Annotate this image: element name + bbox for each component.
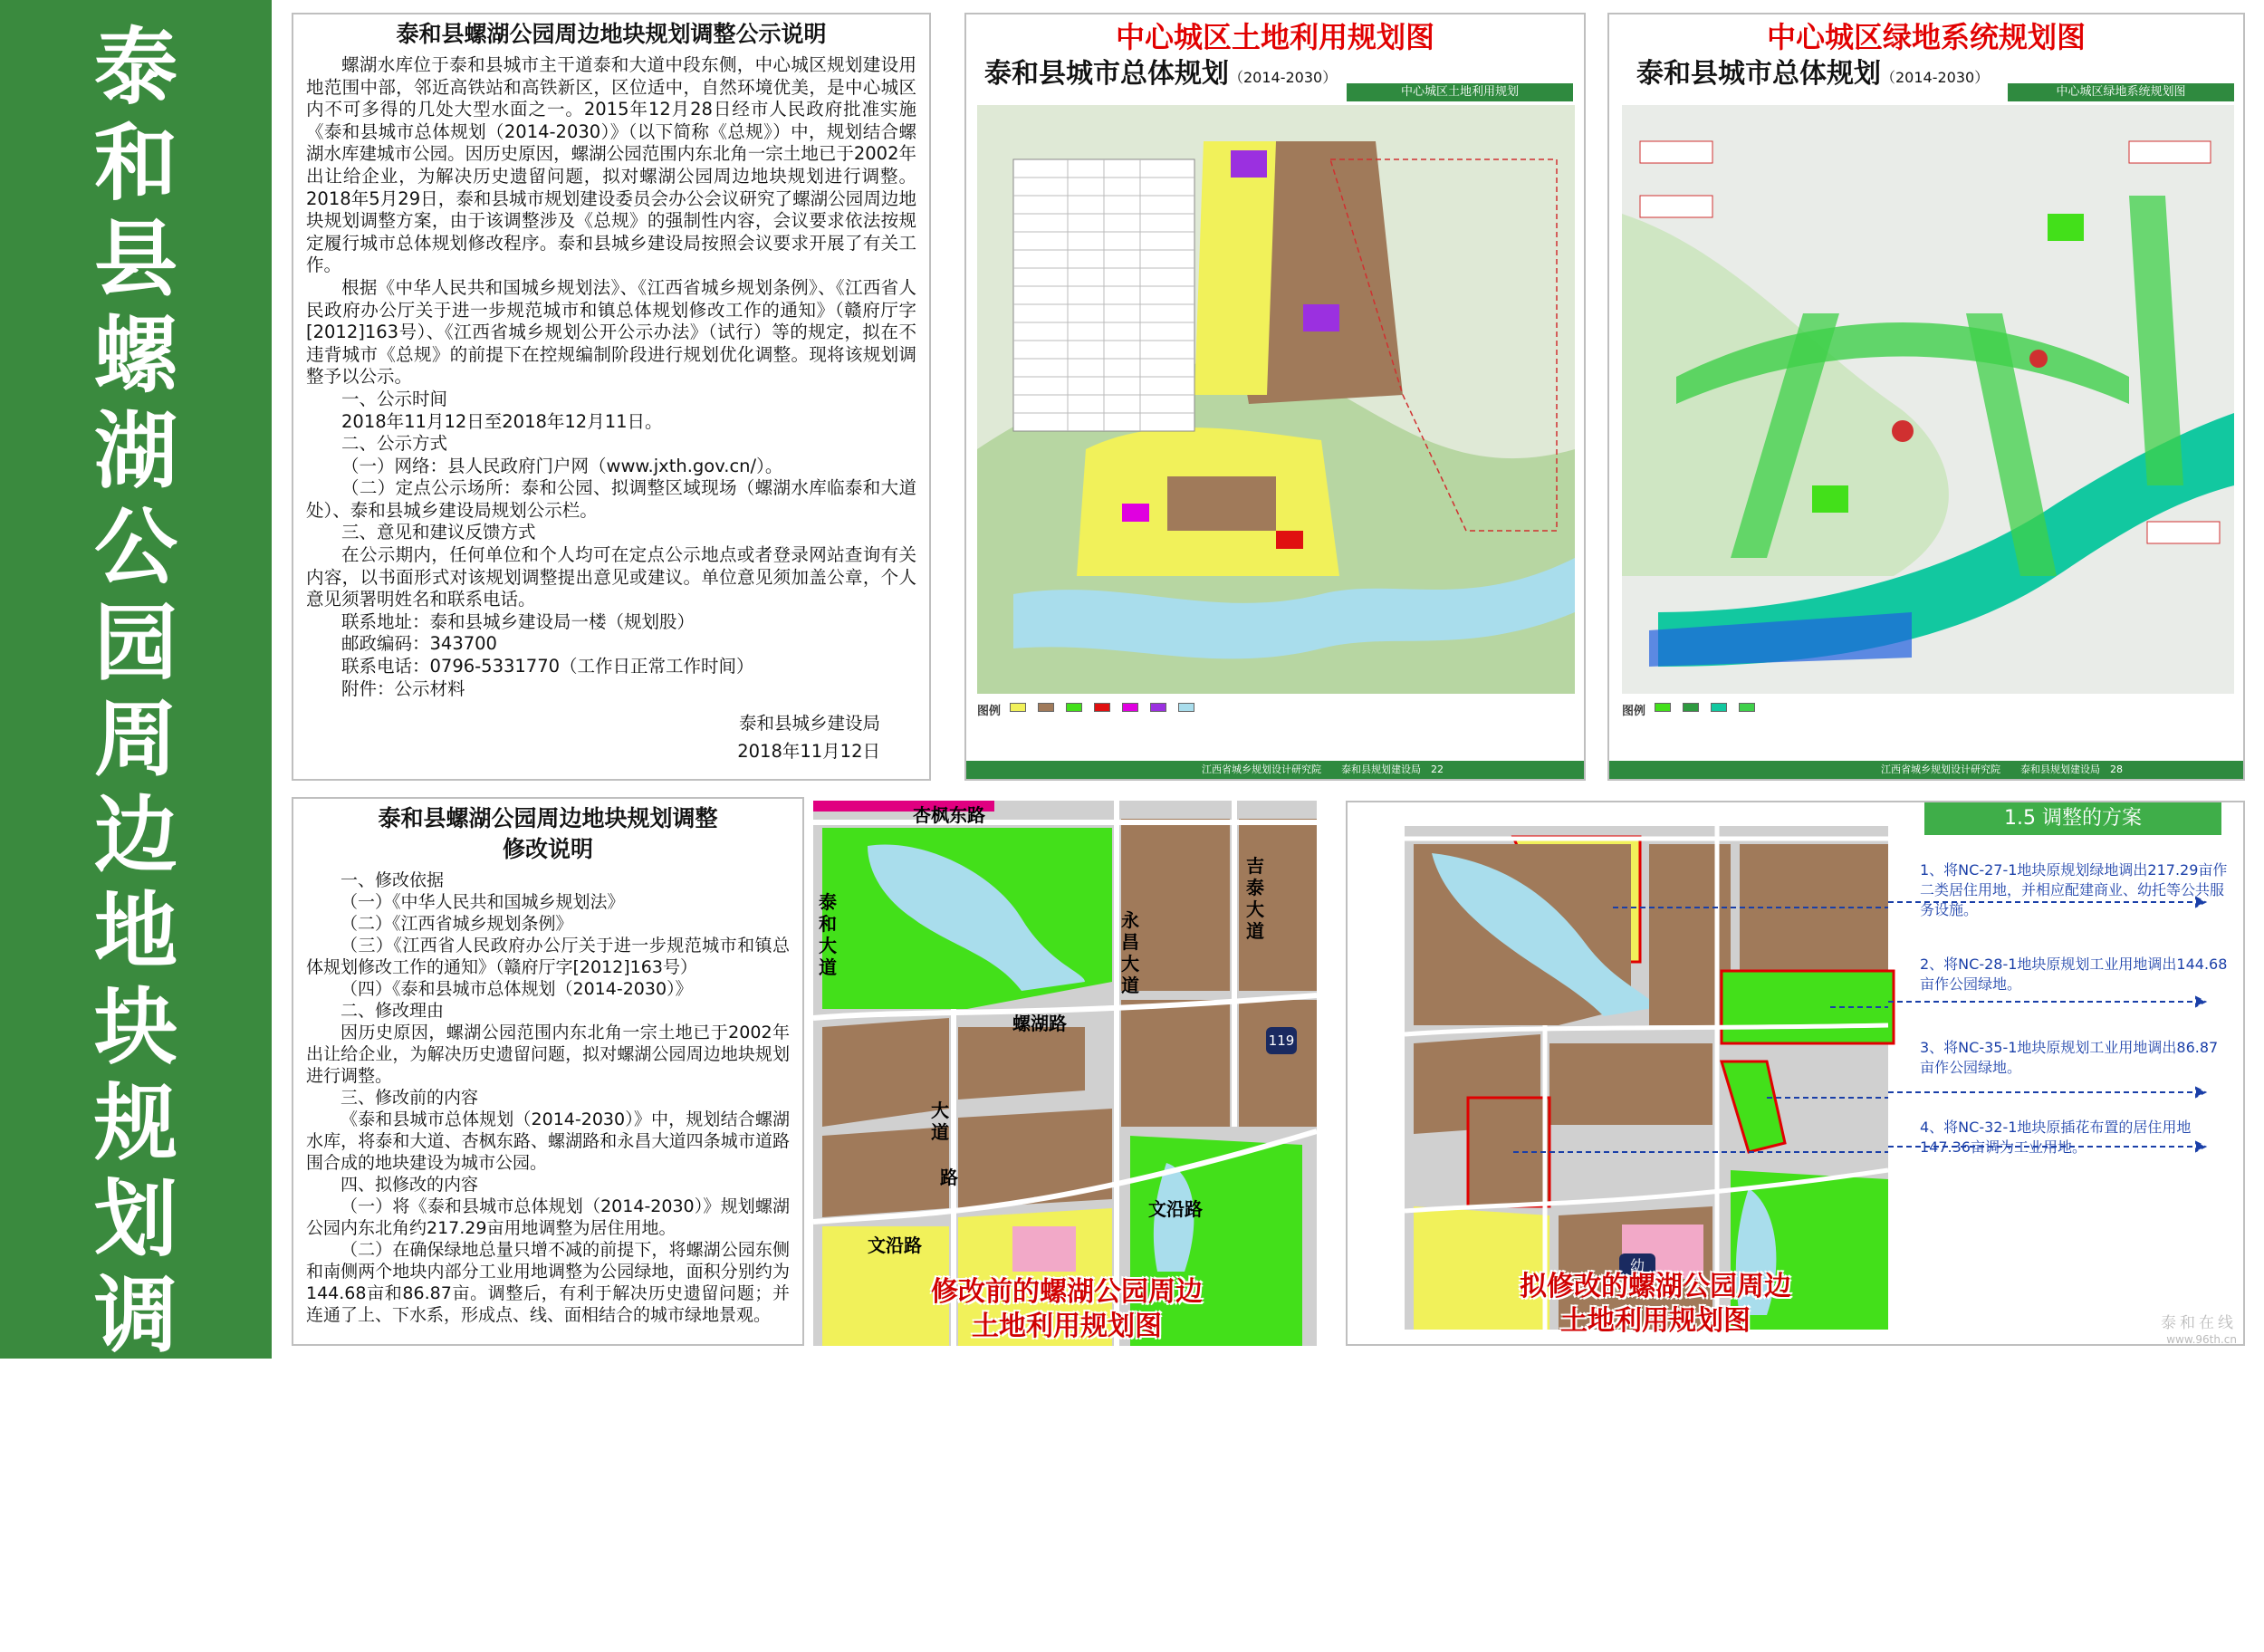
modify-basis-4: （四）《泰和县城市总体规划（2014-2030）》: [341, 979, 693, 999]
vertical-title-char: 县: [93, 211, 177, 308]
vertical-title-char: 地: [93, 883, 177, 980]
modify-heading-basis: 一、修改依据: [341, 870, 445, 890]
vertical-title-banner: [0, 0, 272, 1652]
green-system-legend: [1622, 701, 2234, 718]
adjust-section-header: 1.5 调整的方案: [1924, 802, 2221, 835]
notice-zip: 邮政编码：343700: [341, 633, 497, 655]
notice-panel: [292, 13, 931, 781]
vertical-title-char: 调: [93, 1267, 177, 1364]
vertical-title-char: 和: [93, 115, 177, 212]
land-use-map-panel: [964, 13, 1586, 781]
land-use-legend-label: 图例: [977, 705, 1002, 718]
modify-title-1: 泰和县螺湖公园周边地块规划调整: [378, 805, 718, 831]
land-use-plan-head: 泰和县城市总体规划（2014-2030）: [984, 58, 1338, 90]
notice-way-2: （二）定点公示场所：泰和公园、拟调整区域现场（螺湖水库临泰和大道处）、泰和县城乡建设局规划公示栏。: [306, 477, 916, 521]
legend-swatch-river: [1711, 701, 1730, 718]
notice-title: 泰和县螺湖公园周边地块规划调整公示说明: [396, 21, 827, 47]
notice-para-1: 螺湖水库位于泰和县城市主干道泰和大道中段东侧，中心城区规划建设用地范围中部，邻近高铁站和高铁新区，区位适中，自然环境优美，是中心城区内不可多得的几处大型水面之一。2015年12月28日经市人民政府批准实施《泰和县城市总体规划（2014-2030）》（以下简称《总规》）中，规划结合螺湖水库建城市公园。因历史原因，螺湖公园范围内东北角一宗土地已于2002年出让给企业，为解决历史遗留问题，拟对螺湖公园周边地块规划进行调整。2018年5月29日，泰和县城市规划建设委员会办公会议研究了螺湖公园周边地块规划调整方案，由于该调整涉及《总规》的强制性内容，会议要求依法按规定履行城市总体规划修改程序。泰和县城乡建设局按照会议要求开展了有关工作。: [306, 54, 916, 276]
green-system-footer: 江西省城乡规划设计研究院 泰和县规划建设局 28: [1609, 761, 2243, 779]
vertical-title-char: 园: [93, 595, 177, 692]
before-road-center: 大道: [931, 1100, 949, 1143]
legend-swatch-protective-green: [1683, 701, 1702, 718]
land-use-map-image: [977, 105, 1575, 694]
modify-content-2: （二）在确保绿地总量只增不减的前提下，将螺湖公园东侧和南侧两个地块内部分工业用地调整为公园绿地，面积分别约为144.68亩和86.87亩。调整后，有利于解决历史遗留问题；并连通了上、下水系，形成点、线、面相结合的城市绿地景观。: [306, 1240, 790, 1325]
before-road-xingfeng: 杏枫东路: [913, 804, 985, 826]
legend-swatch-green: [1066, 701, 1085, 718]
green-system-map-image: [1622, 105, 2234, 694]
before-route-badge: 119: [1266, 1027, 1297, 1054]
before-road-center-2: 路: [940, 1167, 958, 1188]
notice-date: 2018年11月12日: [737, 740, 880, 762]
before-road-wenyan-e: 文沿路: [1148, 1198, 1203, 1220]
before-map-image: [813, 801, 1317, 1346]
vertical-title-text: [0, 20, 272, 1652]
legend-swatch-commercial: [1094, 701, 1113, 718]
vertical-title-char: 公: [93, 499, 177, 596]
before-road-wenyan-w: 文沿路: [868, 1234, 922, 1256]
legend-swatch-education: [1150, 701, 1169, 718]
vertical-title-char: 块: [93, 979, 177, 1076]
vertical-title-char: 公: [93, 1459, 177, 1556]
notice-heading-way: 二、公示方式: [341, 433, 448, 455]
modify-reason: 因历史原因，螺湖公园范围内东北角一宗土地已于2002年出让给企业，为解决历史遗留问题，拟对螺湖公园周边地块规划进行调整。: [306, 1023, 790, 1086]
green-system-legend-label: 图例: [1622, 705, 1646, 718]
modify-panel: [292, 797, 804, 1346]
notice-heading-feedback: 三、意见和建议反馈方式: [341, 522, 536, 543]
legend-swatch-residential: [1010, 701, 1029, 718]
legend-swatch-industrial: [1038, 701, 1057, 718]
adjust-item-2: 2、将NC-28-1地块原规划工业用地调出144.68亩作公园绿地。: [1920, 956, 2228, 993]
modify-heading-content: 四、拟修改的内容: [341, 1175, 479, 1195]
adjust-item-3: 3、将NC-35-1地块原规划工业用地调出86.87亩作公园绿地。: [1920, 1039, 2219, 1076]
vertical-title-char: 湖: [93, 403, 177, 500]
modify-content-1: （一）将《泰和县城市总体规划（2014-2030）》规划螺湖公园内东北角约217.29亩用地调整为居住用地。: [306, 1196, 790, 1238]
modify-title-2: 修改说明: [502, 836, 593, 862]
vertical-title-char: 边: [93, 787, 177, 884]
modify-before: 《泰和县城市总体规划（2014-2030）》中，规划结合螺湖水库，将泰和大道、杏枫东路、螺湖路和永昌大道四条城市道路围合成的地块建设为城市公园。: [306, 1109, 790, 1173]
vertical-title-char: 整: [93, 1363, 177, 1460]
notice-org: 泰和县城乡建设局: [738, 713, 880, 735]
after-map-caption: 拟修改的螺湖公园周边 土地利用规划图: [1520, 1271, 1791, 1337]
green-system-map-panel: [1607, 13, 2245, 781]
green-system-map-red-title: 中心城区绿地系统规划图: [1766, 20, 2086, 54]
land-use-map-red-title: 中心城区土地利用规划图: [1115, 20, 1434, 54]
watermark: 泰和在线 www.96th.cn: [2161, 1314, 2237, 1346]
before-road-yongchang: 永昌大道: [1121, 909, 1139, 996]
before-map-caption: 修改前的螺湖公园周边 土地利用规划图: [931, 1276, 1203, 1342]
green-system-subhead: 中心城区绿地系统规划图: [2008, 83, 2234, 101]
before-road-luohu: 螺湖路: [1012, 1013, 1067, 1034]
before-road-jitai: 吉泰大道: [1246, 855, 1264, 942]
notice-heading-time: 一、公示时间: [341, 388, 448, 409]
notice-address: 联系地址：泰和县城乡建设局一楼（规划股）: [341, 610, 696, 632]
modify-heading-reason: 二、修改理由: [341, 1001, 445, 1021]
notice-way-1: （一）网络：县人民政府门户网（www.jxth.gov.cn/）。: [341, 455, 783, 476]
notice-para-2: 根据《中华人民共和国城乡规划法》、《江西省城乡规划条例》、《江西省人民政府办公厅关于进一步规范城市和镇总体规划修改工作的通知》（赣府厅字[2012]163号）、《江西省城乡规划公开公示办法》（试行）等的规定，拟在不违背城市《总规》的前提下在控规编制阶段进行规划优化调整。现将该规划调整予以公示。: [306, 276, 916, 388]
notice-para-3: 在公示期内，任何单位和个人均可在定点公示地点或者登录网站查询有关内容，以书面形式对该规划调整提出意见或建议。单位意见须加盖公章，个人意见须署明姓名和联系电话。: [306, 544, 916, 610]
legend-swatch-water: [1178, 701, 1197, 718]
adjust-item-4: 4、将NC-32-1地块原插花布置的居住用地147.36亩调为工业用地。: [1920, 1119, 2192, 1156]
vertical-title-char: 周: [93, 691, 177, 788]
land-use-footer: 江西省城乡规划设计研究院 泰和县规划建设局 22: [966, 761, 1584, 779]
vertical-title-char: 螺: [93, 307, 177, 404]
vertical-title-char: 示: [93, 1555, 177, 1652]
land-use-legend: [977, 701, 1575, 718]
green-system-plan-head: 泰和县城市总体规划（2014-2030）: [1636, 58, 1990, 90]
legend-swatch-public: [1122, 701, 1141, 718]
legend-swatch-park: [1655, 701, 1674, 718]
adjust-item-1: 1、将NC-27-1地块原规划绿地调出217.29亩作二类居住用地，并相应配建商业、幼托等公共服务设施。: [1920, 861, 2228, 918]
vertical-title-char: 规: [93, 1075, 177, 1172]
modify-heading-before: 三、修改前的内容: [341, 1088, 479, 1108]
notice-tel: 联系电话：0796-5331770（工作日正常工作时间）: [341, 656, 754, 677]
modify-basis-3: （三）《江西省人民政府办公厅关于进一步规范城市和镇总体规划修改工作的通知》（赣府厅字[2012]163号）: [306, 936, 790, 977]
vertical-title-char: 泰: [93, 19, 177, 116]
notice-time: 2018年11月12日至2018年12月11日。: [341, 410, 663, 432]
after-kindergarten-badge: 幼: [1619, 1253, 1655, 1279]
before-road-taihe: 泰和大道: [819, 891, 837, 978]
modify-basis-1: （一）《中华人民共和国城乡规划法》: [341, 892, 625, 912]
vertical-title-char: 划: [93, 1171, 177, 1268]
before-map-panel: [813, 801, 1317, 1346]
modify-basis-2: （二）《江西省城乡规划条例》: [341, 914, 573, 934]
legend-swatch-corridor: [1739, 701, 1758, 718]
notice-attach: 附件：公示材料: [341, 677, 465, 699]
land-use-subhead: 中心城区土地利用规划: [1347, 83, 1573, 101]
